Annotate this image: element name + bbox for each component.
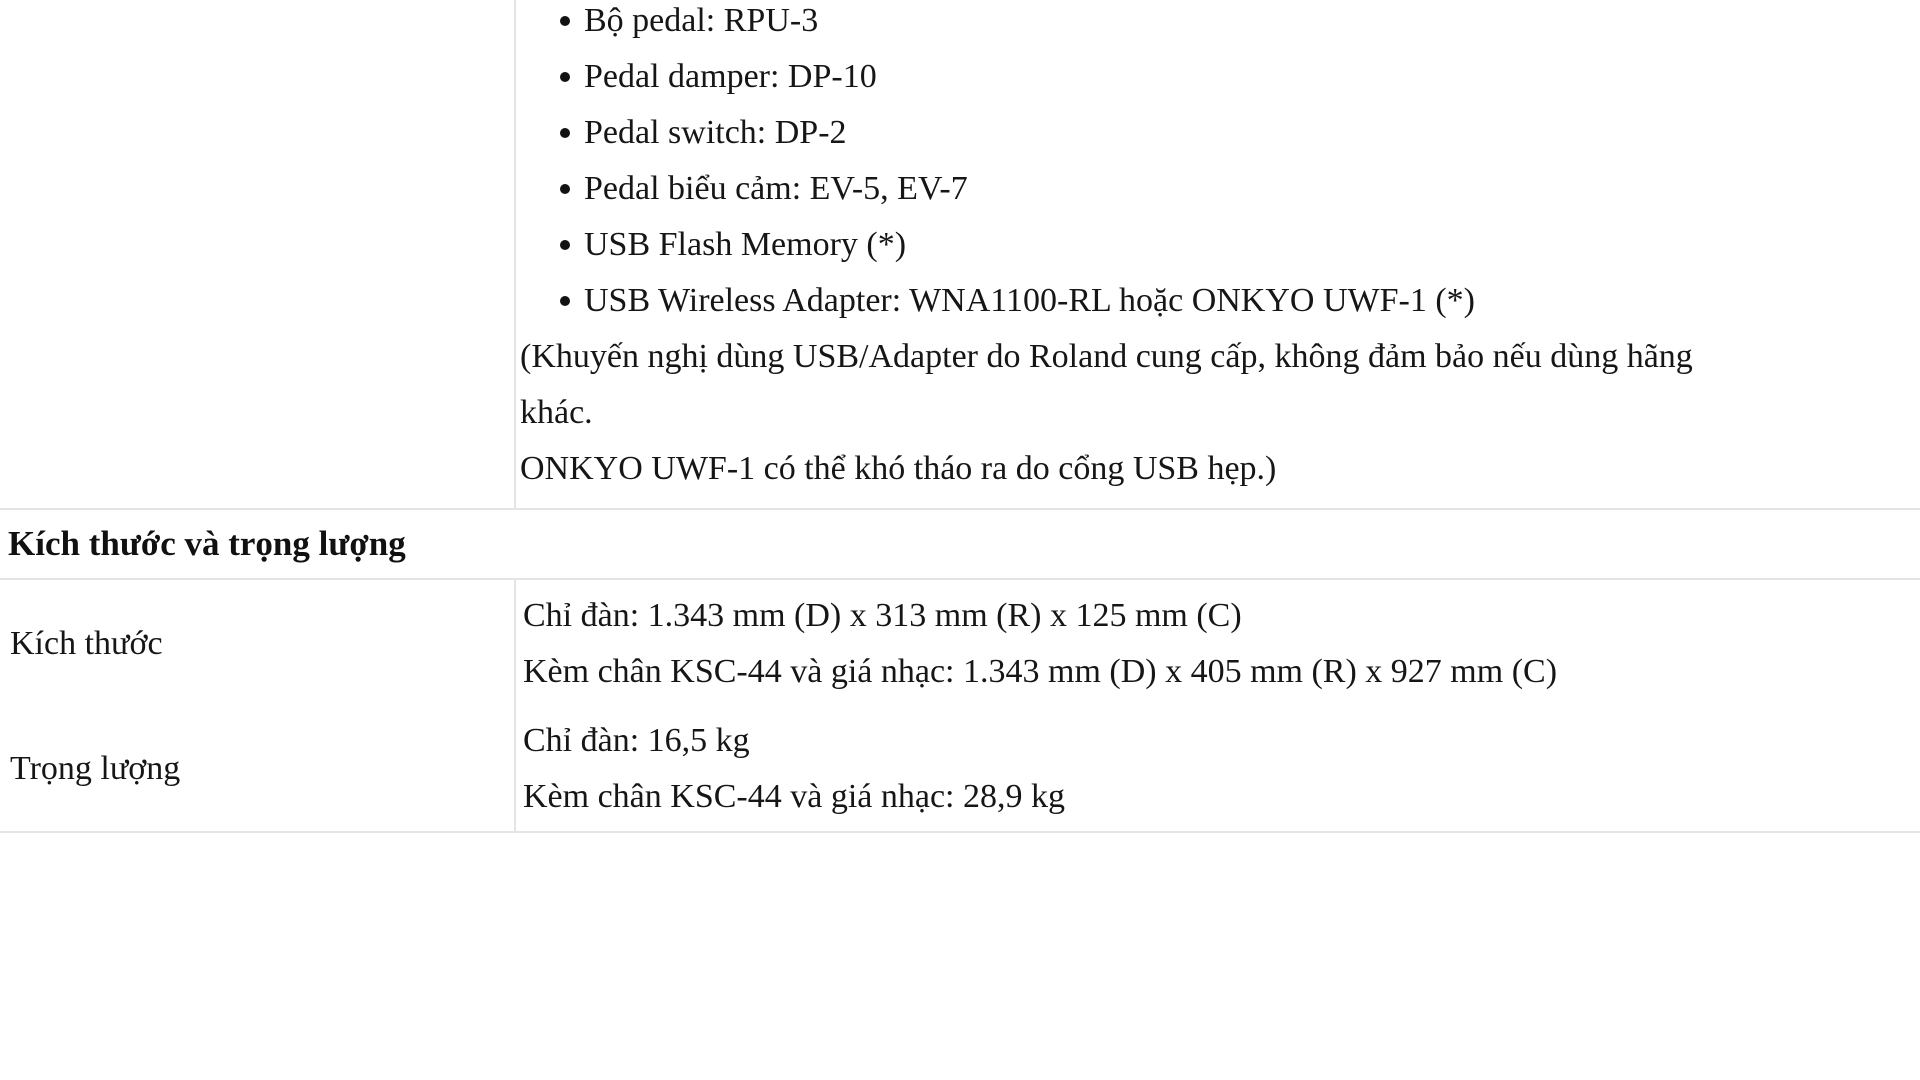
note-line: khác. [520, 394, 593, 431]
table-row-weight [0, 707, 1920, 833]
value-line: Chỉ đàn: 1.343 mm (D) x 313 mm (R) x 125 mm (C) [523, 596, 1242, 634]
bullet-icon [560, 240, 570, 250]
value-line: Kèm chân KSC-44 và giá nhạc: 1.343 mm (D) x 405 mm (R) x 927 mm (C) [523, 652, 1558, 690]
bullet-icon [560, 72, 570, 82]
table-row-dimensions [0, 580, 1920, 707]
list-item-text: Pedal switch: DP-2 [584, 114, 847, 151]
row-value-dimensions [516, 580, 1920, 707]
list-item-text: USB Wireless Adapter: WNA1100-RL hoặc ONKYO UWF-1 (*) [584, 282, 1475, 319]
row-label-text: Kích thước [10, 624, 163, 662]
list-item [516, 161, 1920, 217]
list-item [516, 49, 1920, 105]
list-item-text: Bộ pedal: RPU-3 [584, 2, 819, 39]
accessories-row [0, 0, 1920, 510]
value-line: Chỉ đàn: 16,5 kg [523, 722, 750, 759]
accessories-value-cell [516, 0, 1920, 508]
value-line: Kèm chân KSC-44 và giá nhạc: 28,9 kg [523, 778, 1065, 815]
list-item-text: USB Flash Memory (*) [584, 226, 907, 263]
list-item-text: Pedal biểu cảm: EV-5, EV-7 [584, 170, 968, 207]
list-item [516, 273, 1920, 329]
row-label-weight [0, 707, 516, 831]
list-item [516, 217, 1920, 273]
accessories-note [516, 329, 1920, 497]
list-item [516, 105, 1920, 161]
row-value-weight [516, 707, 1920, 831]
bullet-icon [560, 16, 570, 26]
row-label-text: Trọng lượng [10, 750, 181, 787]
row-label-dimensions [0, 580, 516, 707]
section-header-dimensions-weight [0, 510, 1920, 580]
note-line: ONKYO UWF-1 có thể khó tháo ra do cổng USB hẹp.) [520, 450, 1277, 487]
list-item-text: Pedal damper: DP-10 [584, 58, 877, 95]
list-item [516, 0, 1920, 49]
bullet-icon [560, 128, 570, 138]
bullet-icon [560, 184, 570, 194]
accessories-list [516, 0, 1920, 329]
note-line: (Khuyến nghị dùng USB/Adapter do Roland cung cấp, không đảm bảo nếu dùng hãng [520, 338, 1693, 375]
accessories-label-cell-empty [0, 0, 516, 508]
section-header-text: Kích thước và trọng lượng [8, 524, 406, 563]
bullet-icon [560, 296, 570, 306]
